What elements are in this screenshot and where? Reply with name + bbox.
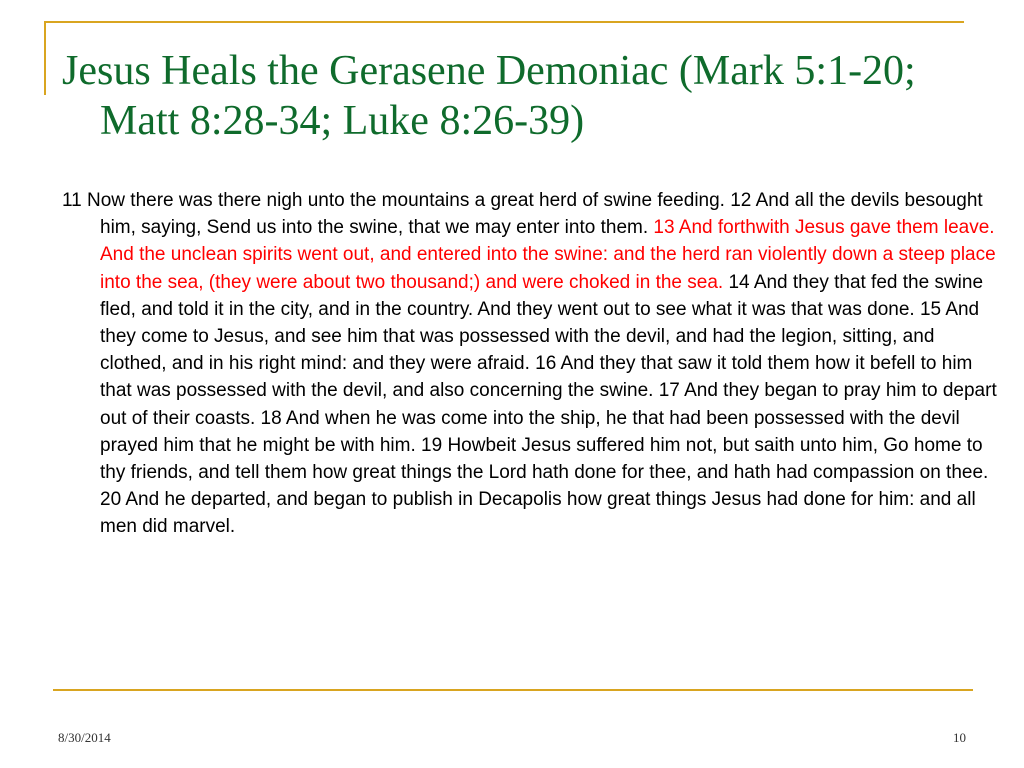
scripture-passage bbox=[62, 187, 1005, 541]
top-rule bbox=[44, 21, 964, 23]
passage-text-part-3: 14 And they that fed the swine fled, and told it in the city, and in the country. And they went out to see what it was that was done. 15 And they come to Jesus, and see him that was possessed with the devil, and had the legion, sitting, and clothed, and in his right mind: and they were afraid. 16 And they that saw it told them how it befell to him that was possessed with the devil, and also concerning the swine. 17 And they began to pray him to depart out of their coasts. 18 And when he was come into the ship, he that had been possessed with the devil prayed him that he might be with him. 19 Howbeit Jesus suffered him not, but saith unto him, Go home to thy friends, and tell them how great things the Lord hath done for thee, and hath had compassion on thee. 20 And he departed, and began to publish in Decapolis how great things Jesus had done for him: and all men did marvel. bbox=[100, 271, 997, 538]
passage-highlighted-text: 13 And forthwith Jesus gave them leave. And the unclean spirits went out, and entered into the swine: and the herd ran violently down a steep place into the sea, (they were about two thousand;) and were choked in the sea. bbox=[100, 217, 996, 293]
left-rule bbox=[44, 21, 46, 95]
footer-page-number: 10 bbox=[953, 730, 966, 745]
passage-text-part-1: 11 Now there was there nigh unto the mountains a great herd of swine feeding. 12 And all the devils besought him, saying, Send us into the swine, that we may enter into them. bbox=[62, 190, 983, 239]
bottom-rule bbox=[53, 689, 973, 691]
slide-title: Jesus Heals the Gerasene Demoniac (Mark 5:1-20; Matt 8:28-34; Luke 8:26-39) bbox=[62, 48, 916, 144]
footer-date: 8/30/2014 bbox=[58, 730, 111, 745]
